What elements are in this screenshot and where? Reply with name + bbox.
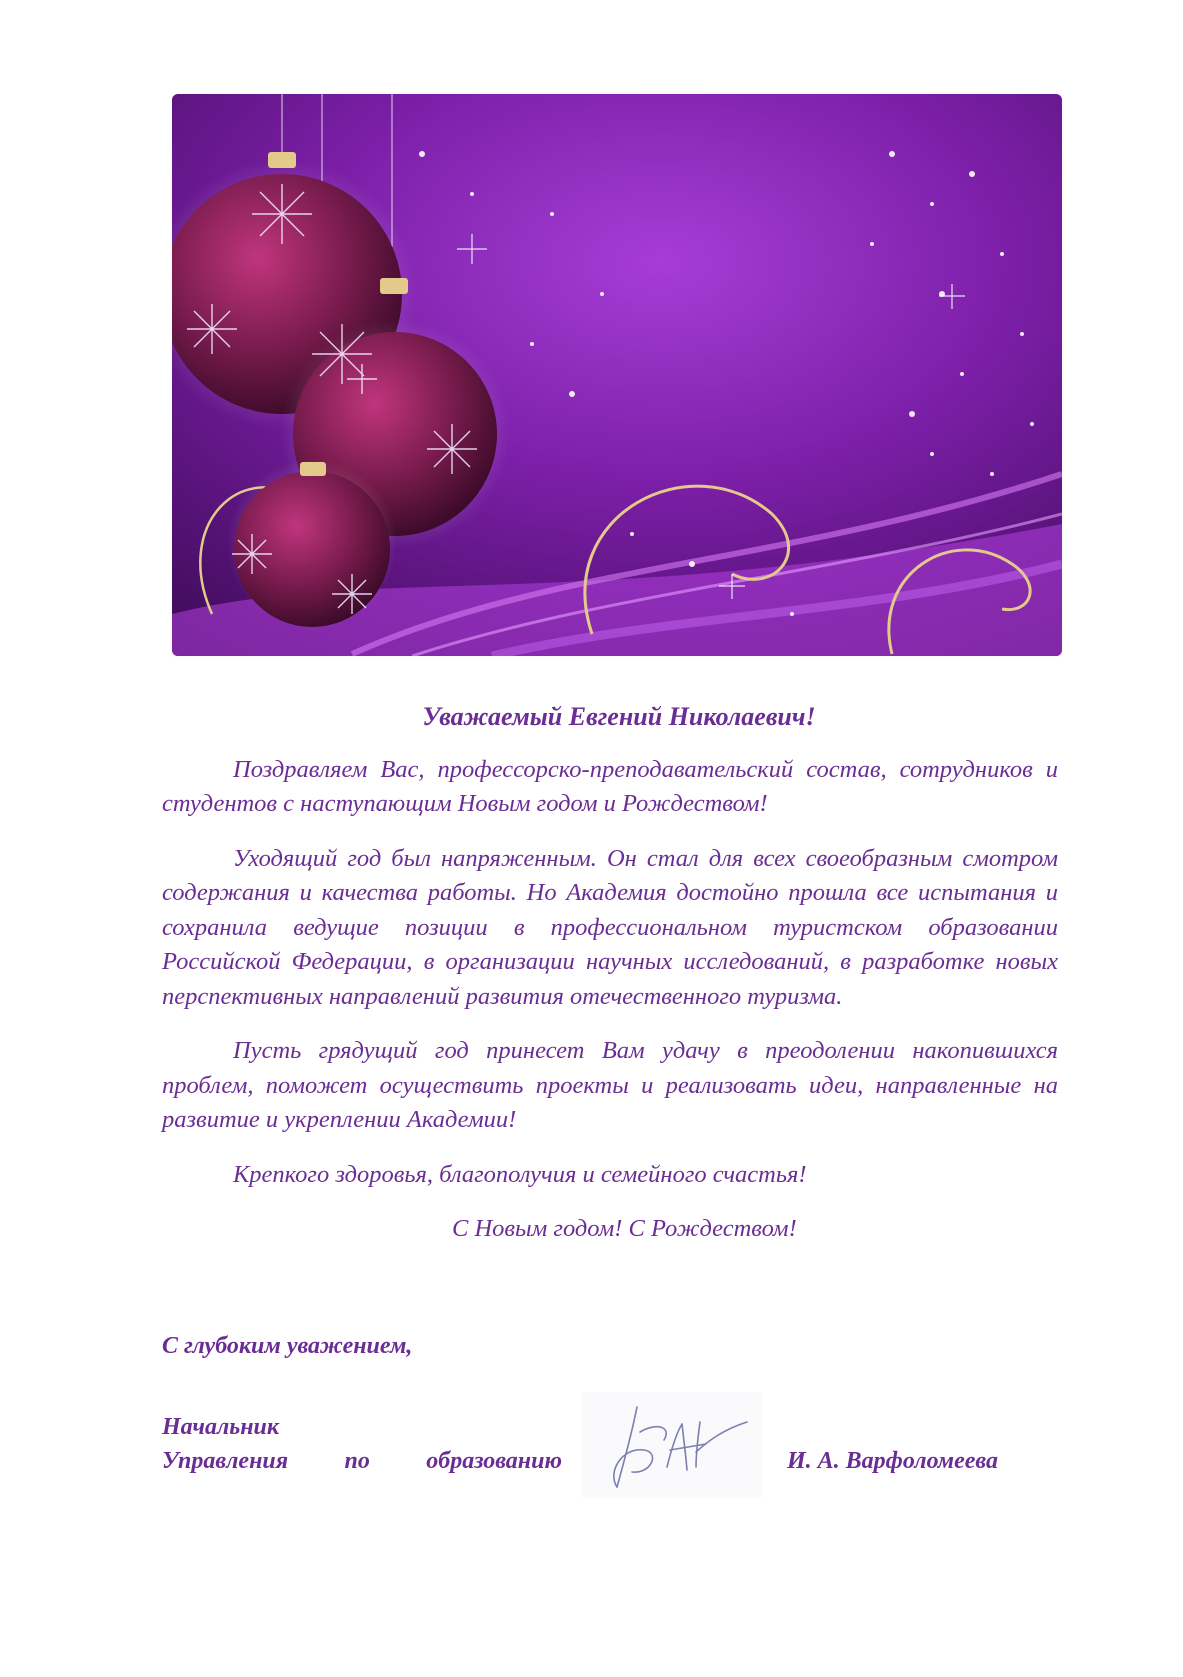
paragraph-year-review: Уходящий год был напряженным. Он стал для всех своеобразным смотром содержания и качества работы. Но Академия достойно прошла все испытания и сохранила ведущие позиции в профессиональном туристском образовании Российской Федерации, в организации научных исследований, в разработке новых перспективных направлений развития отечественного туризма.: [162, 844, 1058, 1010]
christmas-ornaments-illustration: [172, 94, 1062, 656]
letter-greeting: Уважаемый Евгений Николаевич!: [422, 702, 816, 731]
paragraph-health-wishes: Крепкого здоровья, благополучия и семейного счастья!: [233, 1160, 807, 1188]
paragraph-wishes-future: Пусть грядущий год принесет Вам удачу в преодолении накопившихся проблем, поможет осуществить проекты и реализовать идеи, направленные на развитие и укреплении Академии!: [162, 1037, 1058, 1133]
position-word: Управления: [162, 1448, 289, 1474]
position-title-line1: Начальник: [162, 1414, 280, 1440]
closing-regards: С глубоким уважением,: [162, 1333, 413, 1359]
handwritten-signature: [582, 1392, 762, 1498]
paragraph-congratulations: Поздравляем Вас, профессорско-преподавательский состав, сотрудников и студентов с наступающим Новым годом и Рождеством!: [162, 755, 1058, 817]
holiday-greeting-line: С Новым годом! С Рождеством!: [452, 1215, 797, 1242]
christmas-banner-image: [172, 94, 1062, 656]
signature-block: [162, 1410, 1042, 1478]
position-word: образованию: [426, 1448, 562, 1474]
letter-body: [162, 700, 1058, 1247]
signer-name: И. А. Варфоломеева: [787, 1448, 998, 1474]
position-word: по: [344, 1448, 370, 1474]
